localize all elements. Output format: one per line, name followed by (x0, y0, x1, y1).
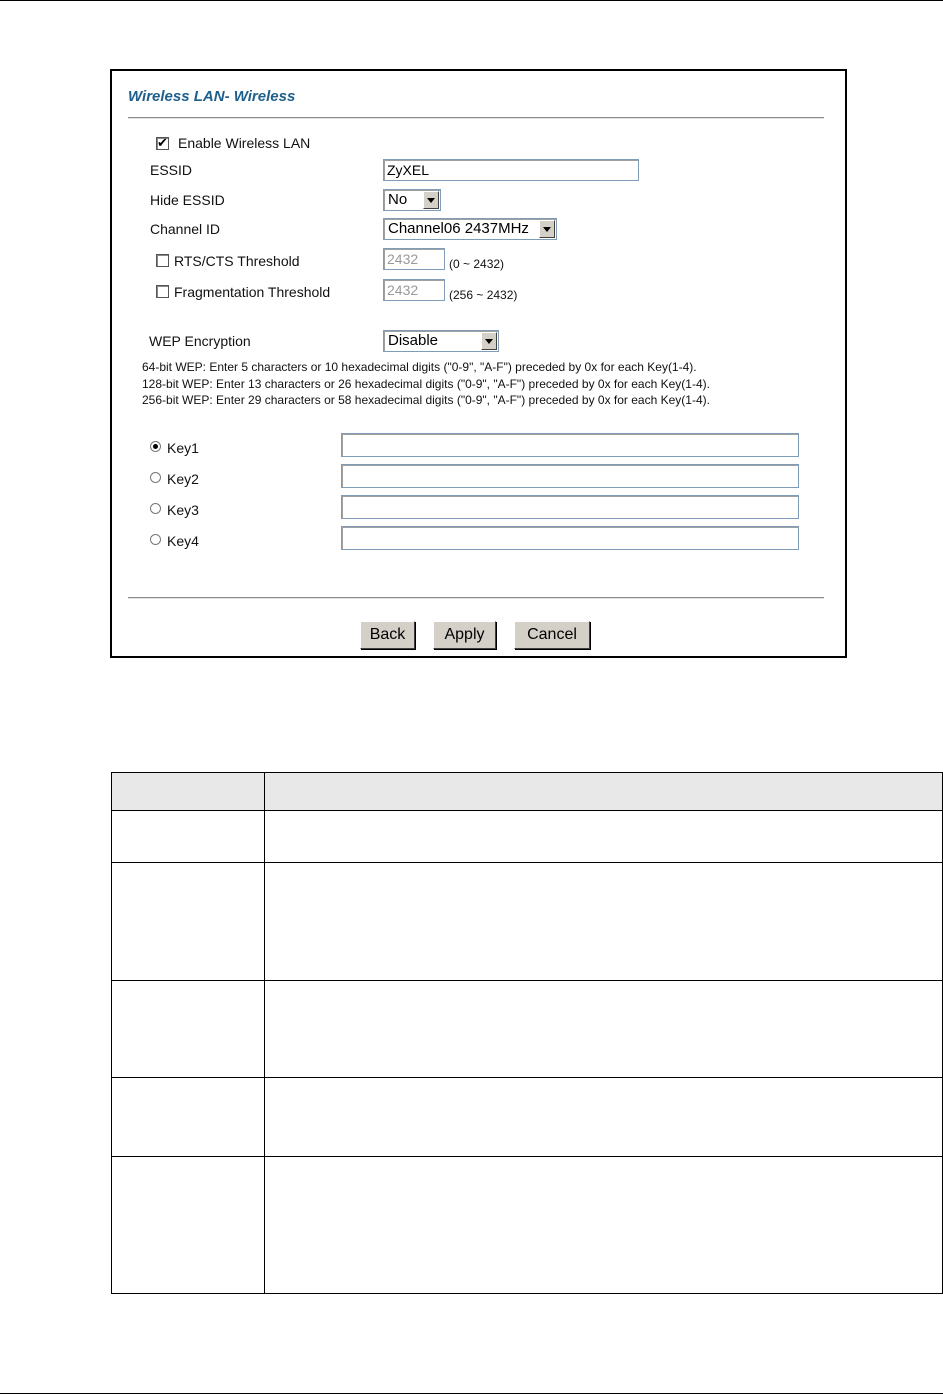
table-row (112, 981, 943, 1078)
fragmentation-range: (256 ~ 2432) (449, 288, 518, 302)
fragmentation-checkbox[interactable] (156, 285, 169, 298)
rts-cts-label: RTS/CTS Threshold (174, 253, 300, 269)
rts-cts-input[interactable]: 2432 (383, 248, 445, 270)
key1-radio[interactable] (150, 441, 161, 452)
enable-wireless-label: Enable Wireless LAN (178, 135, 311, 151)
key4-input[interactable] (341, 526, 799, 550)
table-cell (112, 1157, 265, 1294)
key2-label: Key2 (167, 471, 199, 487)
wep-note-256: 256-bit WEP: Enter 29 characters or 58 hexadecimal digits ("0-9", "A-F") preceded by 0x for each Key(1-4). (142, 393, 710, 407)
back-button[interactable]: Back (360, 621, 415, 649)
key3-input[interactable] (341, 495, 799, 519)
cancel-button[interactable]: Cancel (514, 621, 590, 649)
table-cell (112, 1078, 265, 1157)
dropdown-arrow-icon[interactable] (539, 220, 555, 238)
key4-radio[interactable] (150, 534, 161, 545)
hide-essid-value: No (388, 191, 408, 208)
key3-radio[interactable] (150, 503, 161, 514)
table-cell (265, 863, 943, 981)
page-top-rule (0, 0, 943, 1)
table-cell (265, 981, 943, 1078)
fragmentation-input[interactable]: 2432 (383, 279, 445, 301)
table-row (112, 863, 943, 981)
channel-id-label: Channel ID (150, 221, 221, 237)
wireless-lan-panel (110, 69, 847, 658)
enable-wireless-checkbox[interactable] (156, 137, 169, 150)
table-cell (265, 811, 943, 863)
check-icon: ✔ (157, 135, 168, 150)
hide-essid-select[interactable] (383, 189, 441, 211)
table-row (112, 811, 943, 863)
channel-id-select[interactable] (383, 218, 557, 240)
dropdown-arrow-icon[interactable] (481, 332, 497, 350)
key3-label: Key3 (167, 502, 199, 518)
table-cell (112, 863, 265, 981)
table-header-cell (265, 773, 943, 811)
wep-note-64: 64-bit WEP: Enter 5 characters or 10 hexadecimal digits ("0-9", "A-F") preceded by 0x for each Key(1-4). (142, 360, 697, 374)
description-table (111, 772, 943, 1294)
wep-encryption-label: WEP Encryption (149, 333, 251, 349)
key1-label: Key1 (167, 440, 199, 456)
apply-button[interactable]: Apply (433, 621, 496, 649)
title-divider (128, 117, 824, 119)
table-row (112, 1078, 943, 1157)
rts-cts-checkbox[interactable] (156, 254, 169, 267)
wep-encryption-select[interactable] (383, 330, 499, 352)
table-row (112, 1157, 943, 1294)
button-divider (128, 597, 824, 599)
table-header-cell (112, 773, 265, 811)
key1-input[interactable] (341, 433, 799, 457)
key2-radio[interactable] (150, 472, 161, 483)
essid-input[interactable]: ZyXEL (383, 159, 639, 181)
rts-cts-range: (0 ~ 2432) (449, 257, 505, 271)
wep-note-128: 128-bit WEP: Enter 13 characters or 26 hexadecimal digits ("0-9", "A-F") preceded by 0x for each Key(1-4). (142, 377, 710, 391)
hide-essid-label: Hide ESSID (150, 192, 225, 208)
table-cell (265, 1157, 943, 1294)
key4-label: Key4 (167, 533, 199, 549)
essid-label: ESSID (150, 162, 193, 178)
table-cell (112, 981, 265, 1078)
panel-title: Wireless LAN- Wireless (128, 88, 296, 105)
dropdown-arrow-icon[interactable] (423, 191, 439, 209)
key2-input[interactable] (341, 464, 799, 488)
table-cell (112, 811, 265, 863)
table-cell (265, 1078, 943, 1157)
fragmentation-label: Fragmentation Threshold (174, 284, 331, 300)
page-bottom-rule (0, 1393, 943, 1394)
channel-id-value: Channel06 2437MHz (388, 220, 529, 237)
table-header-row (112, 773, 943, 811)
wep-encryption-value: Disable (388, 332, 439, 349)
